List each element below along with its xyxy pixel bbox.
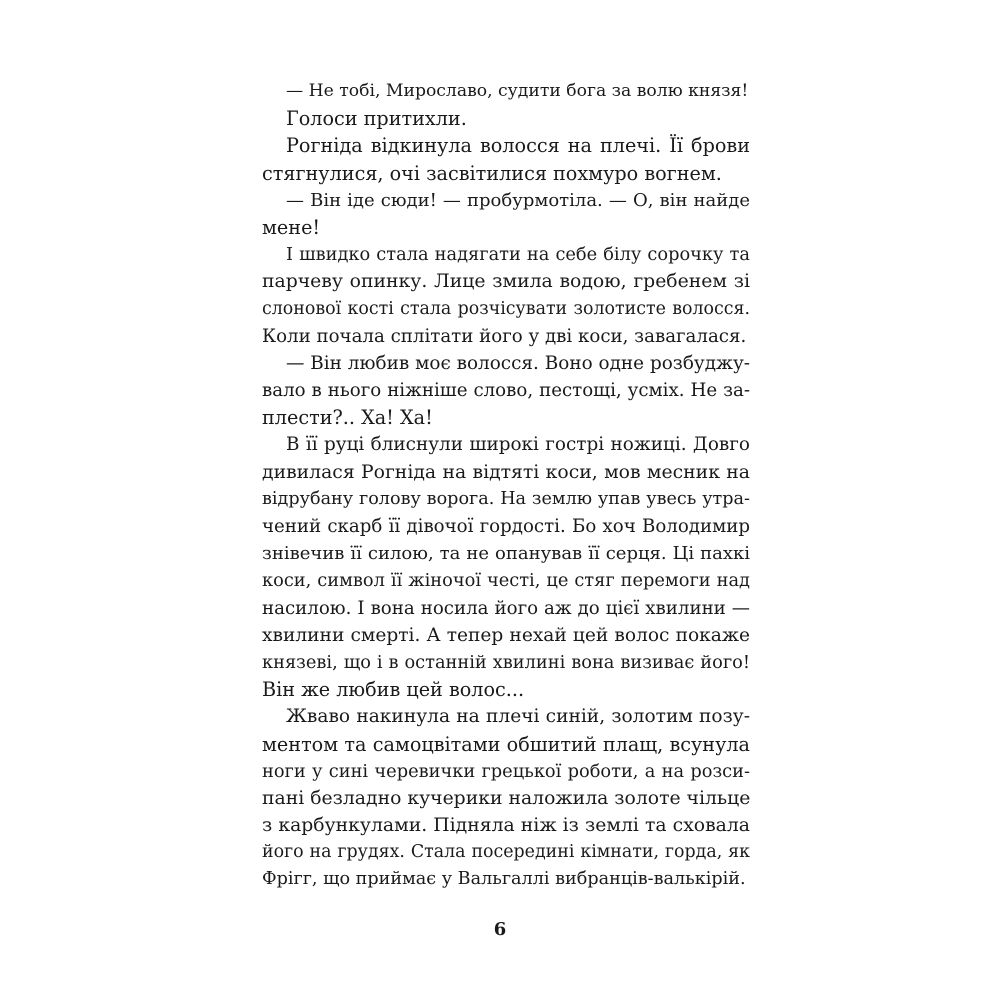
text-line: чений скарб її дівочої гордості. Бо хоч Володимир: [262, 516, 750, 537]
text-line: парчеву опинку. Лице змила водою, гребенем зі: [262, 271, 750, 293]
text-line: — Він іде сюди! — пробурмотіла. — О, він найде: [286, 189, 750, 211]
text-line: І швидко стала надягати на себе білу сорочку та: [286, 244, 750, 266]
text-line: коси, символ її жіночої честі, це стяг перемоги над: [262, 570, 750, 592]
text-line: знівечив її силою, та не опанував її серця. Ці пахкі: [262, 543, 750, 565]
text-line: Він же любив цей волос...: [262, 678, 525, 702]
text-line: В її руці блиснули широкі гострі ножиці. Довго: [286, 434, 750, 456]
text-line: Голоси притихли.: [286, 107, 467, 131]
text-line: мене!: [262, 215, 321, 239]
text-line: слонової кості стала розчісувати золотисте волосся.: [262, 298, 750, 319]
text-line: пані безладно кучерики наложила золоте чільце: [262, 787, 750, 809]
text-line: з карбункулами. Підняла ніж із землі та сховала: [262, 815, 750, 837]
text-line: хвилини смерті. А тепер нехай цей волос покаже: [262, 624, 750, 646]
text-line: — Він любив моє волосся. Воно одне розбуджу-: [286, 352, 750, 374]
text-line: князеві, що і в останній хвилині вона визиває його!: [262, 651, 750, 673]
text-line: — Не тобі, Мирославо, судити бога за волю князя!: [286, 81, 749, 101]
text-line: дивилася Рогніда на відтяті коси, мов месник на: [262, 461, 750, 483]
text-line: Коли почала сплітати його у дві коси, завагалася.: [262, 325, 747, 347]
text-line: Жваво накинула на плечі синій, золотим позу-: [286, 706, 750, 728]
text-line: ноги у сині черевички грецької роботи, а на розси-: [262, 760, 750, 782]
text-line: стягнулися, очі засвітилися похмуро вогнем.: [262, 161, 722, 185]
text-line: Рогніда відкинула волосся на плечі. Її брови: [286, 134, 750, 158]
text-line: Фрігг, що приймає у Вальгаллі вибранців-валькірій.: [262, 869, 746, 890]
page-number: 6: [493, 919, 507, 940]
text-line: вало в нього ніжніше слово, пестощі, усміх. Не за-: [262, 380, 750, 402]
body-text: [262, 78, 750, 894]
text-line: відрубану голову ворога. На землю упав увесь утра-: [262, 488, 750, 509]
text-line: плести?.. Ха! Ха!: [262, 406, 433, 430]
text-line: насилою. І вона носила його аж до цієї хвилини —: [262, 597, 750, 619]
text-line: його на грудях. Стала посередині кімнати, горда, як: [262, 842, 750, 863]
text-line: ментом та самоцвітами обшитий плащ, всунула: [262, 732, 750, 756]
